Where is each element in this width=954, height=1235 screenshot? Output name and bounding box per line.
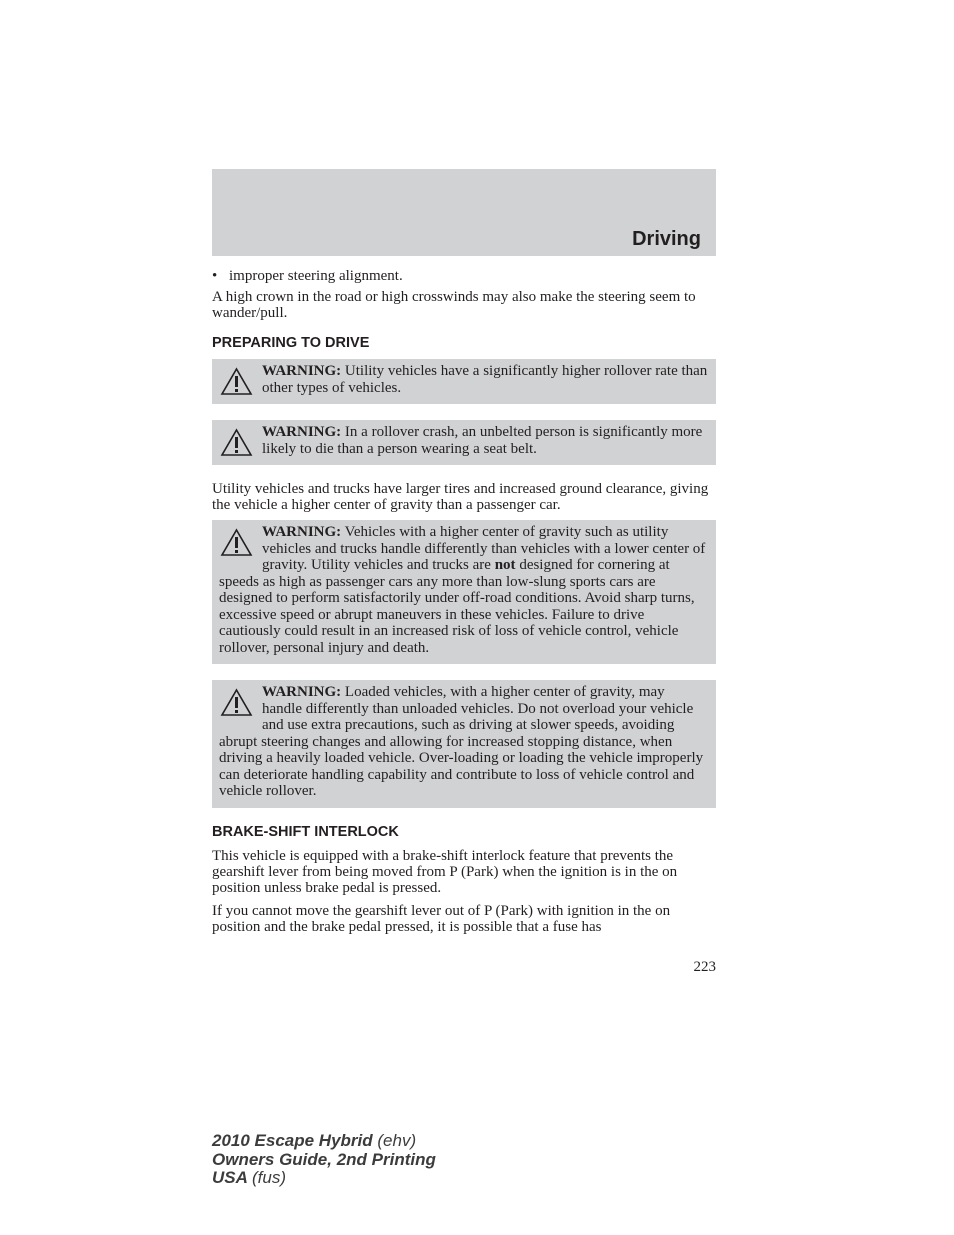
- heading-brake-shift-interlock: BRAKE-SHIFT INTERLOCK: [212, 823, 399, 840]
- warning-text: In a rollover crash, an unbelted person is significantly more likely to die than a person wearing a seat belt.: [262, 424, 703, 457]
- footer-line-printing: Owners Guide, 2nd Printing: [212, 1149, 436, 1169]
- page-content: [212, 268, 716, 942]
- footer-region-code: (fus): [252, 1168, 286, 1187]
- warning-text: Loaded vehicles, with a higher center of gravity, may handle differently than unloaded vehicles. Do not overload your vehicle and use extra precautions, such as driving at slower speeds, avoiding abrupt steering changes and allowing for increased stopping distance, when driving a heavily loaded vehicle. Over-loading or loading the vehicle improperly can deteriorate handling capability and contribute to loss of vehicle control and vehicle rollover.: [219, 684, 704, 799]
- interlock-paragraph-1: This vehicle is equipped with a brake-shift interlock feature that prevents the gearshift lever from being moved from P (Park) when the ignition is in the on position unless brake pedal is pressed.: [212, 847, 678, 896]
- warning-label: WARNING:: [262, 684, 342, 700]
- footer-region: USA: [212, 1168, 248, 1187]
- warning-triangle-icon: [220, 367, 253, 397]
- warning-box-center-of-gravity: [212, 520, 716, 664]
- bullet-dot: •: [212, 268, 218, 284]
- footer-model: 2010 Escape Hybrid: [212, 1131, 373, 1150]
- warning-triangle-icon: [220, 528, 253, 558]
- bullet-item: [212, 268, 716, 284]
- interlock-paragraph-2: If you cannot move the gearshift lever out of P (Park) with ignition in the on position and the brake pedal pressed, it is possible that a fuse has: [212, 902, 671, 935]
- page-number: 223: [693, 959, 716, 975]
- warning-box-loaded-vehicles: [212, 680, 716, 808]
- heading-preparing-to-drive: PREPARING TO DRIVE: [212, 335, 370, 351]
- utility-vehicles-paragraph: Utility vehicles and trucks have larger tires and increased ground clearance, giving the vehicle a higher center of gravity than a passenger car.: [212, 481, 709, 513]
- warning-text: Utility vehicles have a significantly higher rollover rate than other types of vehicles.: [262, 363, 708, 396]
- warning-triangle-icon: [220, 428, 253, 458]
- warning-text-part1: Vehicles with a higher center of gravity such as utility vehicles and trucks handle differently than vehicles with a lower center of gravity. Utility vehicles and trucks are: [262, 524, 706, 573]
- warning-triangle-icon: [220, 688, 253, 718]
- section-title: Driving: [632, 228, 701, 250]
- bullet-text: improper steering alignment.: [229, 268, 403, 284]
- intro-paragraph: A high crown in the road or high crosswinds may also make the steering seem to wander/pull.: [212, 289, 696, 321]
- warning-emphasis: not: [494, 557, 516, 573]
- footer-model-code: (ehv): [377, 1131, 417, 1150]
- warning-box-seat-belt: [212, 420, 716, 465]
- footer-line-model: [212, 1132, 436, 1151]
- warning-text-part2: designed for cornering at speeds as high as passenger cars any more than low-slung sports cars are designed to perform satisfactorily under off-road conditions. Avoid sharp turns, excessive speed or abrupt maneuvers in these vehicles. Failure to drive cautiously could result in an increased risk of loss of vehicle control, vehicle rollover, personal injury and death.: [219, 557, 695, 656]
- warning-label: WARNING:: [262, 363, 342, 379]
- footer-line-region: [212, 1169, 436, 1188]
- section-header-band: [212, 169, 716, 256]
- document-footer: [212, 1132, 436, 1188]
- warning-label: WARNING:: [262, 524, 342, 540]
- warning-box-rollover: [212, 359, 716, 404]
- warning-label: WARNING:: [262, 424, 342, 440]
